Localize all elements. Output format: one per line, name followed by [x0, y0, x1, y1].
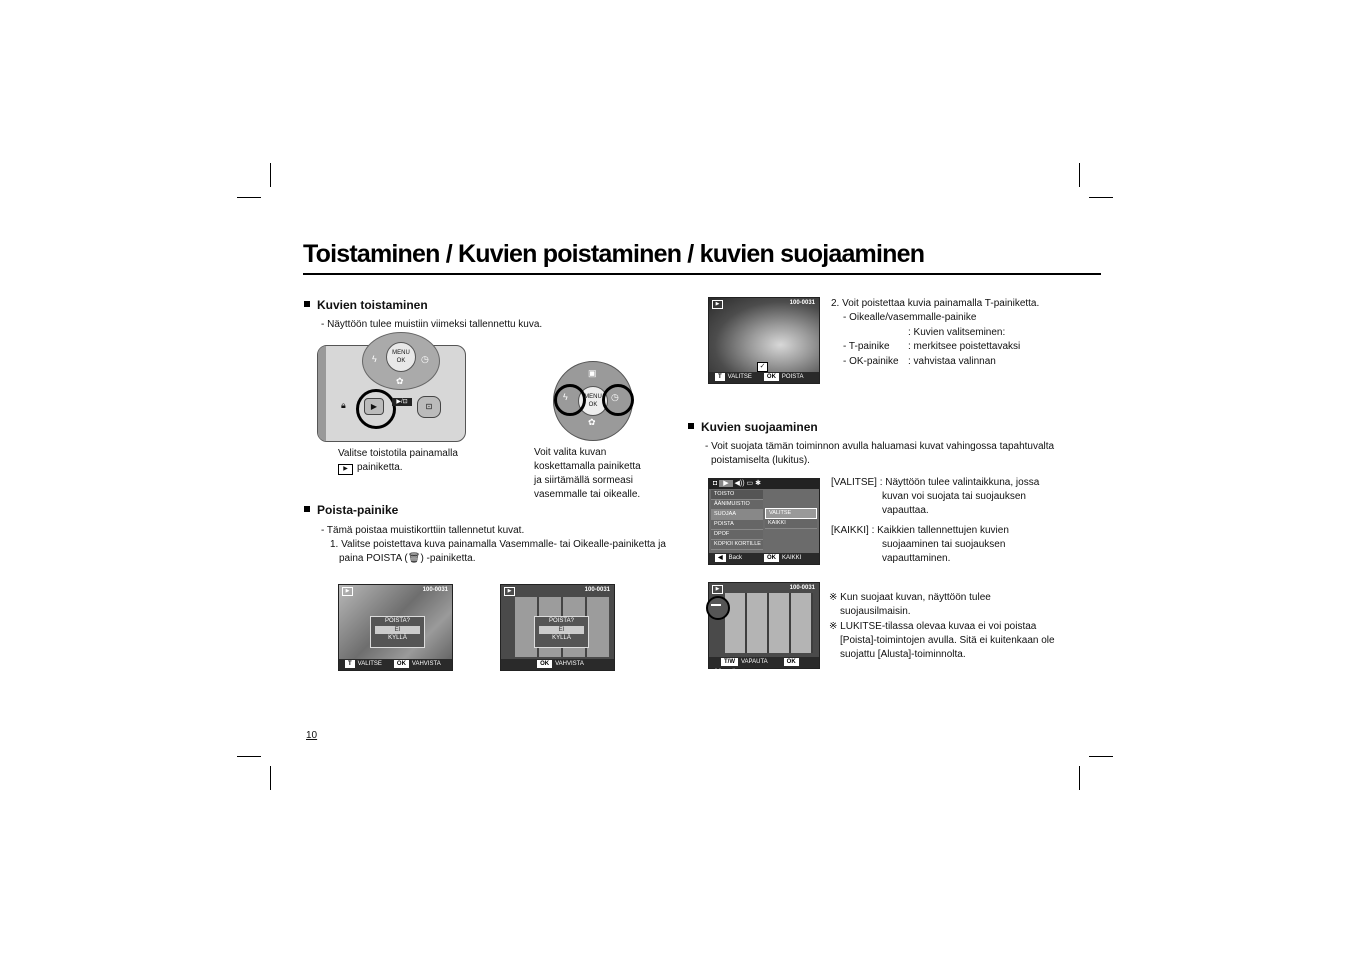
dial-flash-icon: ϟ	[563, 392, 568, 402]
key-t: T	[715, 373, 725, 381]
caption-right-line: ja siirtämällä sormeasi	[534, 475, 633, 486]
lock-icon: 🔒︎	[341, 400, 346, 410]
step2-line-4b: : merkitsee poistettavaksi	[908, 341, 1021, 352]
key-ok: OK	[537, 660, 552, 668]
lcd-protect-menu	[708, 478, 820, 565]
lcd-bottom-bar	[709, 553, 819, 564]
dial-timer-icon: ◷	[611, 392, 619, 402]
delete-dialog	[534, 616, 589, 648]
file-number: 100-0031	[422, 587, 448, 593]
delete-line-2: 1. Valitse poistettava kuva painamalla Vasemmalle- tai Oikealle-painiketta ja	[330, 539, 666, 550]
caption-right-line: koskettamalla painiketta	[534, 461, 641, 472]
option-yes: KYLLÄ	[388, 635, 407, 641]
valitse-line: [VALITSE] : Näyttöön tulee valintaikkuna, jossa	[831, 477, 1040, 488]
bullet-square-icon	[304, 301, 310, 307]
dialog-title: POISTA?	[549, 618, 574, 624]
file-number: 100-0031	[789, 300, 815, 306]
camera-back-illustration	[317, 345, 466, 442]
kaikki-line: suojaaminen tai suojauksen	[882, 539, 1006, 550]
note-1	[829, 591, 991, 619]
play-mode-icon: ▶	[342, 587, 353, 596]
caption-left-line	[338, 461, 458, 475]
crop-mark	[1079, 766, 1080, 790]
play-mode-icon: ▶	[712, 300, 723, 309]
dial-info-icon: ▣	[588, 368, 597, 378]
note-line: suojattu [Alusta]-toiminnolta.	[840, 649, 966, 660]
key-t-label: VALITSE	[727, 374, 752, 380]
key-ok-label: VAHVISTA	[411, 661, 441, 667]
note-line: [Poista]-toimintojen avulla. Sitä ei kuitenkaan ole	[840, 635, 1055, 646]
valitse-line: kuvan voi suojata tai suojauksen	[882, 491, 1026, 502]
fn-button: ⊡	[417, 396, 441, 418]
menu-label: MENU	[392, 350, 410, 356]
settings-tab-icon: ✱	[755, 480, 761, 487]
checkbox-icon: ✓	[757, 362, 768, 372]
lcd-protect-thumbnails	[708, 582, 820, 676]
step2-line-3: : Kuvien valitseminen:	[908, 327, 1006, 338]
lcd-multi-delete	[708, 297, 820, 384]
ok-label: OK	[396, 358, 406, 364]
lcd-delete-thumbnails	[500, 584, 615, 671]
play-tab-icon: ▶	[719, 480, 732, 487]
key-back-label: Back	[728, 555, 742, 561]
protect-menu-list	[711, 490, 763, 550]
step2-line-5a: - OK-painike	[843, 356, 899, 367]
menu-item: ÄÄNIMUISTIO	[711, 500, 763, 510]
menu-item-selected: SUOJAA	[711, 510, 763, 520]
heading-playback-text: Kuvien toistaminen	[317, 298, 428, 312]
key-ok-label: POISTA	[781, 374, 804, 380]
flash-icon: ϟ	[372, 354, 377, 364]
title-rule	[303, 273, 1101, 275]
page-title: Toistaminen / Kuvien poistaminen / kuvien suojaaminen	[303, 240, 925, 268]
lcd-bottom-bar	[709, 372, 819, 383]
lcd-bottom-bar	[709, 657, 819, 676]
caption-right-line: vasemmalle tai oikealle.	[534, 489, 641, 500]
key-tw-label: VAPAUTA	[741, 659, 768, 665]
option-no: EI	[375, 626, 420, 634]
dial-macro-icon: ✿	[588, 417, 596, 427]
left-highlight-circle	[554, 384, 586, 416]
kaikki-line: vapauttaminen.	[882, 553, 951, 564]
kaikki-line: [KAIKKI] : Kaikkien tallennettujen kuvien	[831, 525, 1009, 536]
note-line: suojausilmaisin.	[840, 606, 911, 617]
key-t: T	[345, 660, 355, 668]
dial-ok-label: OK	[588, 402, 598, 408]
lock-indicator-highlight	[706, 596, 730, 620]
key-ok: OK	[394, 660, 409, 668]
key-t-label: VALITSE	[357, 661, 382, 667]
crop-mark	[270, 766, 271, 790]
play-mode-label: ▶/⊡	[392, 398, 412, 406]
delete-line-3	[339, 552, 475, 566]
file-number: 100-0031	[789, 585, 815, 591]
bullet-square-icon	[304, 506, 310, 512]
option-yes: KYLLÄ	[552, 635, 571, 641]
dial-menu-label: MENU	[584, 394, 602, 400]
crop-mark	[237, 197, 261, 198]
lcd-bottom-bar	[339, 659, 452, 670]
submenu-item-selected: VALITSE	[765, 508, 817, 519]
lcd-bottom-bar	[501, 659, 614, 670]
note-line: ※ Kun suojaat kuvan, näyttöön tulee	[829, 592, 991, 603]
delete-line-3a: paina POISTA (	[339, 553, 408, 564]
menu-tab-bar	[709, 479, 819, 489]
menu-ok-button	[386, 342, 416, 372]
play-button: ▶	[364, 398, 384, 415]
file-number: 100-0031	[584, 587, 610, 593]
delete-line-1: - Tämä poistaa muistikorttiin tallennetut kuvat.	[321, 525, 525, 536]
play-mode-icon: ▶	[712, 585, 723, 594]
display-tab-icon: ▭	[746, 480, 754, 487]
key-tw: T/W	[721, 658, 738, 666]
menu-item: DPOF	[711, 530, 763, 540]
menu-item: POISTA	[711, 520, 763, 530]
protect-line-1: - Voit suojata tämän toiminnon avulla haluamasi kuvat vahingossa tapahtuvalta	[705, 441, 1055, 452]
play-mode-icon: ▶	[504, 587, 515, 596]
step2-line-1: 2. Voit poistettaa kuvia painamalla T-painiketta.	[831, 298, 1040, 309]
caption-left-line: Valitse toistotila painamalla	[338, 448, 458, 459]
caption-left-text: painiketta.	[357, 462, 403, 473]
key-ok-label: MÄÄRITÄ	[709, 670, 736, 676]
key-ok: OK	[784, 658, 799, 666]
caption-left	[338, 447, 458, 475]
heading-protect	[688, 420, 818, 434]
option-no: EI	[539, 626, 584, 634]
caption-right-line: Voit valita kuvan	[534, 447, 607, 458]
menu-item: TOISTO	[711, 490, 763, 500]
heading-delete-text: Poista-painike	[317, 503, 399, 517]
kaikki-description	[831, 524, 1009, 566]
heading-delete	[304, 503, 398, 517]
camera-tab-icon: ◘	[713, 480, 718, 487]
dial-illustration	[553, 361, 633, 441]
macro-icon: ✿	[396, 376, 404, 386]
crop-mark	[1089, 756, 1113, 757]
step2-line-2: - Oikealle/vasemmalle-painike	[843, 312, 977, 323]
timer-icon: ◷	[421, 354, 429, 364]
delete-line-3b: ) -painiketta.	[420, 553, 476, 564]
play-icon: ▶	[338, 464, 353, 475]
caption-right	[534, 446, 641, 502]
step2-line-5b: : vahvistaa valinnan	[908, 356, 996, 367]
page-number: 10	[306, 730, 318, 741]
submenu-item: KAIKKI	[765, 519, 817, 529]
crop-mark	[270, 163, 271, 187]
crop-mark	[1089, 197, 1113, 198]
note-2	[829, 620, 1055, 662]
note-line: ※ LUKITSE-tilassa olevaa kuvaa ei voi poistaa	[829, 621, 1037, 632]
valitse-line: vapauttaa.	[882, 505, 929, 516]
bullet-square-icon	[688, 423, 694, 429]
menu-item: KOPIOI KORTILLE	[711, 540, 763, 550]
heading-playback	[304, 298, 428, 312]
camera-edge	[318, 346, 326, 441]
delete-dialog	[370, 616, 425, 648]
key-ok-label: VAHVISTA	[555, 661, 584, 667]
crop-mark	[1079, 163, 1080, 187]
key-ok: OK	[764, 373, 779, 381]
thumbnail-grid	[725, 593, 813, 653]
heading-protect-text: Kuvien suojaaminen	[701, 420, 818, 434]
sound-tab-icon: ◀))	[734, 480, 745, 487]
key-back: ◀	[715, 554, 726, 562]
lcd-delete-single	[338, 584, 453, 671]
key-ok: OK	[764, 554, 779, 562]
crop-mark	[237, 756, 261, 757]
dialog-title: POISTA?	[385, 618, 410, 624]
step2-line-4a: - T-painike	[843, 341, 890, 352]
lock-indicator-icon	[711, 604, 721, 606]
key-ok-label: KAIKKI	[781, 555, 802, 561]
trash-icon: 🗑︎	[407, 553, 421, 564]
protect-line-2: poistamiselta (lukitus).	[711, 455, 810, 466]
playback-line: - Näyttöön tulee muistiin viimeksi tallennettu kuva.	[321, 319, 543, 330]
protect-submenu	[765, 508, 817, 529]
valitse-description	[831, 476, 1039, 518]
